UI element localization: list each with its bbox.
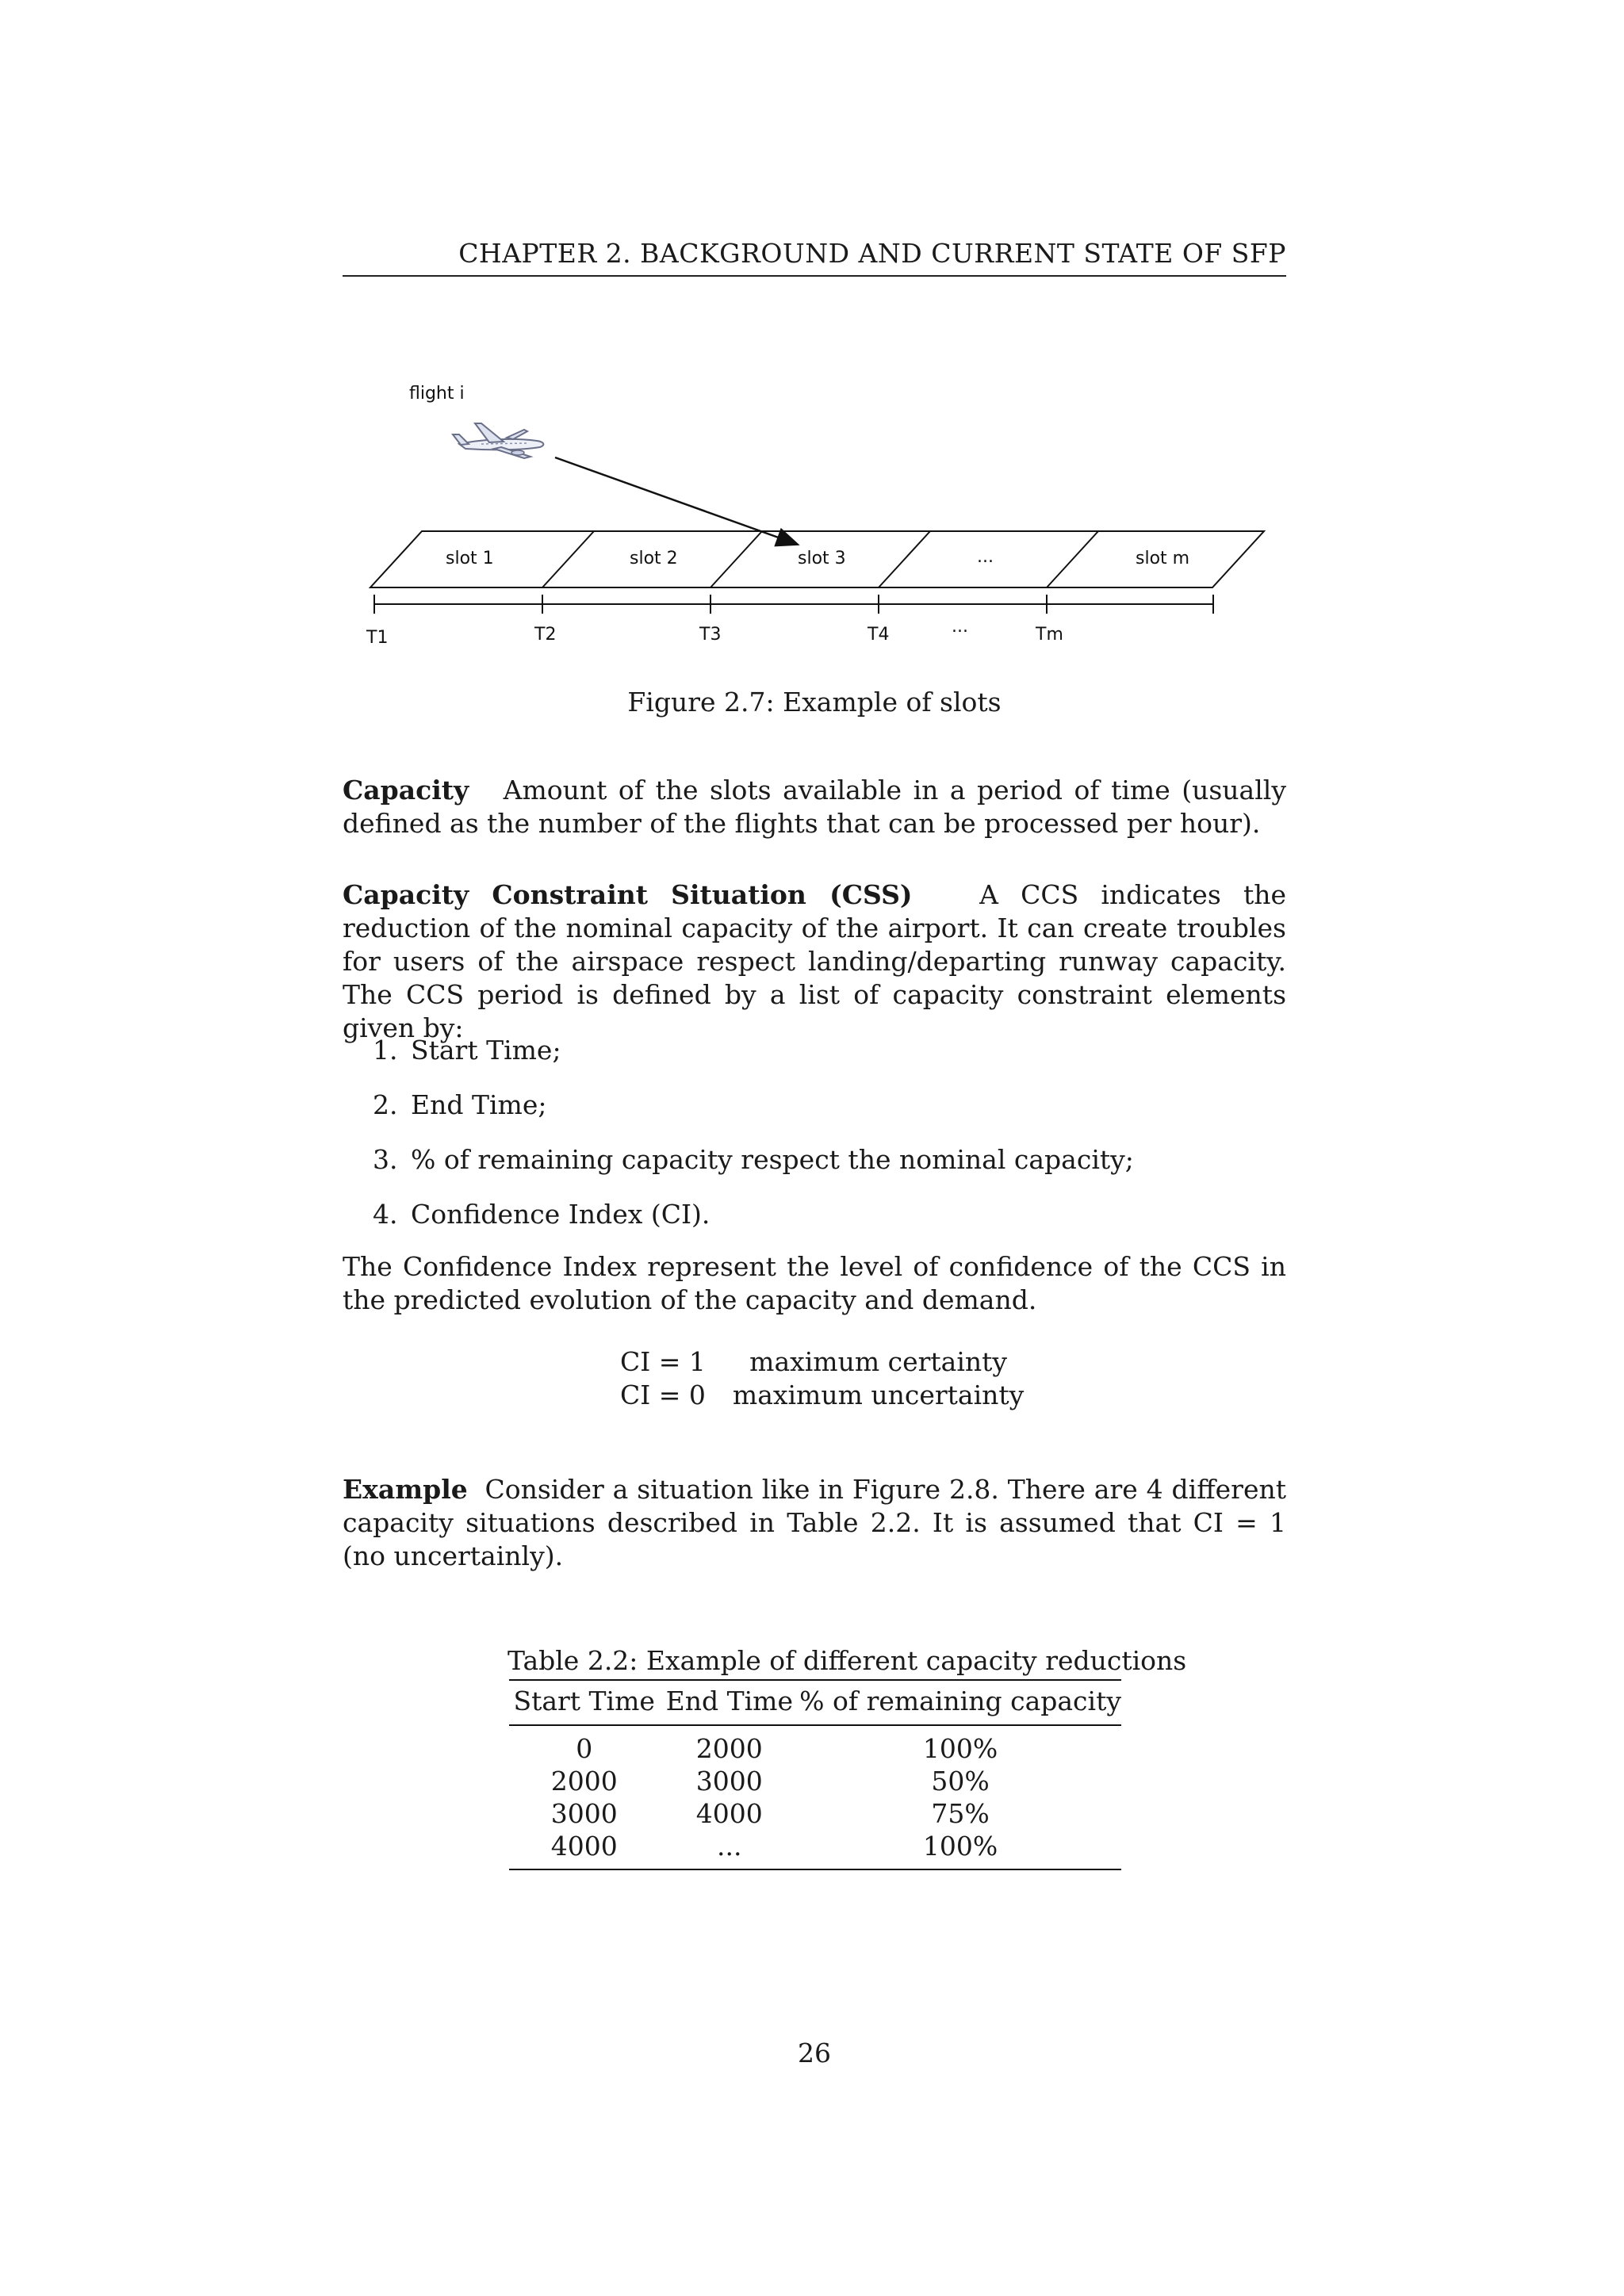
capacity-reductions-table: [509, 1679, 1121, 1870]
flight-label: flight i: [409, 384, 465, 404]
time-label: T4: [868, 625, 890, 645]
table-row: 0 2000 100%: [576, 1733, 998, 1764]
running-header: CHAPTER 2. BACKGROUND AND CURRENT STATE OF SFP: [343, 238, 1286, 277]
timeline: [374, 595, 1213, 614]
list-item: 1. Start Time;: [373, 1035, 561, 1066]
css-paragraph: [343, 878, 1286, 1045]
slot-label: slot m: [1136, 549, 1190, 568]
capacity-term: Capacity: [343, 775, 469, 806]
table-caption: Table 2.2: Example of different capacity reductions: [508, 1645, 1187, 1676]
time-label: T2: [534, 625, 557, 645]
capacity-text: Amount of the slots available in a period of time (usually defined as the number of the flights that can be processed per hour).: [343, 775, 1286, 839]
airplane-icon: [453, 423, 543, 458]
slots-figure: [343, 373, 1286, 674]
time-label: Tm: [1036, 625, 1063, 645]
figure-caption: Figure 2.7: Example of slots: [627, 687, 1002, 718]
column-header: Start Time: [509, 1680, 659, 1725]
slot-label: slot 3: [798, 549, 846, 568]
slot-label: slot 1: [446, 549, 494, 568]
constraint-elements-list: [373, 1034, 1245, 1253]
list-item: 2. End Time;: [373, 1089, 547, 1120]
list-item: 4. Confidence Index (CI).: [373, 1199, 710, 1230]
example-text: Consider a situation like in Figure 2.8. There are 4 different capacity situations described in Table 2.2. It is assumed that CI = 1 (no uncertainly).: [343, 1474, 1286, 1571]
table-header-row: [509, 1680, 1121, 1725]
example-term: Example: [343, 1474, 468, 1505]
list-item: 3. % of remaining capacity respect the nominal capacity;: [373, 1144, 1134, 1175]
table-row: 2000 3000 50%: [550, 1766, 990, 1797]
example-paragraph: [343, 1473, 1286, 1573]
capacity-paragraph: [343, 774, 1286, 840]
time-label: ...: [952, 617, 968, 637]
time-label: T1: [366, 628, 389, 648]
page-number: 26: [798, 2038, 831, 2068]
time-label: T3: [699, 625, 722, 645]
confidence-paragraph: The Confidence Index represent the level of confidence of the CCS in the predicted evolution of the capacity and demand.: [343, 1251, 1286, 1315]
table-row: 3000 4000 75%: [550, 1798, 990, 1829]
slots-diagram: [343, 373, 1286, 674]
column-header: % of remaining capacity: [799, 1680, 1121, 1725]
slot-label: slot 2: [630, 549, 678, 568]
table-row: 4000 ... 100%: [550, 1831, 998, 1862]
table-row: CI = 0 maximum uncertainty: [620, 1380, 1025, 1410]
slot-label: ...: [977, 547, 994, 567]
css-term: Capacity Constraint Situation (CSS): [343, 879, 913, 910]
css-text: A CCS indicates the reduction of the nominal capacity of the airport. It can create troubles for users of the airspace respect landing/departing runway capacity. The CCS period is defined by a list of capacity constraint elements given by:: [343, 879, 1286, 1043]
confidence-definitions: [620, 1345, 1024, 1412]
column-header: End Time: [659, 1680, 799, 1725]
table-row: CI = 1 maximum certainty: [620, 1346, 1008, 1377]
